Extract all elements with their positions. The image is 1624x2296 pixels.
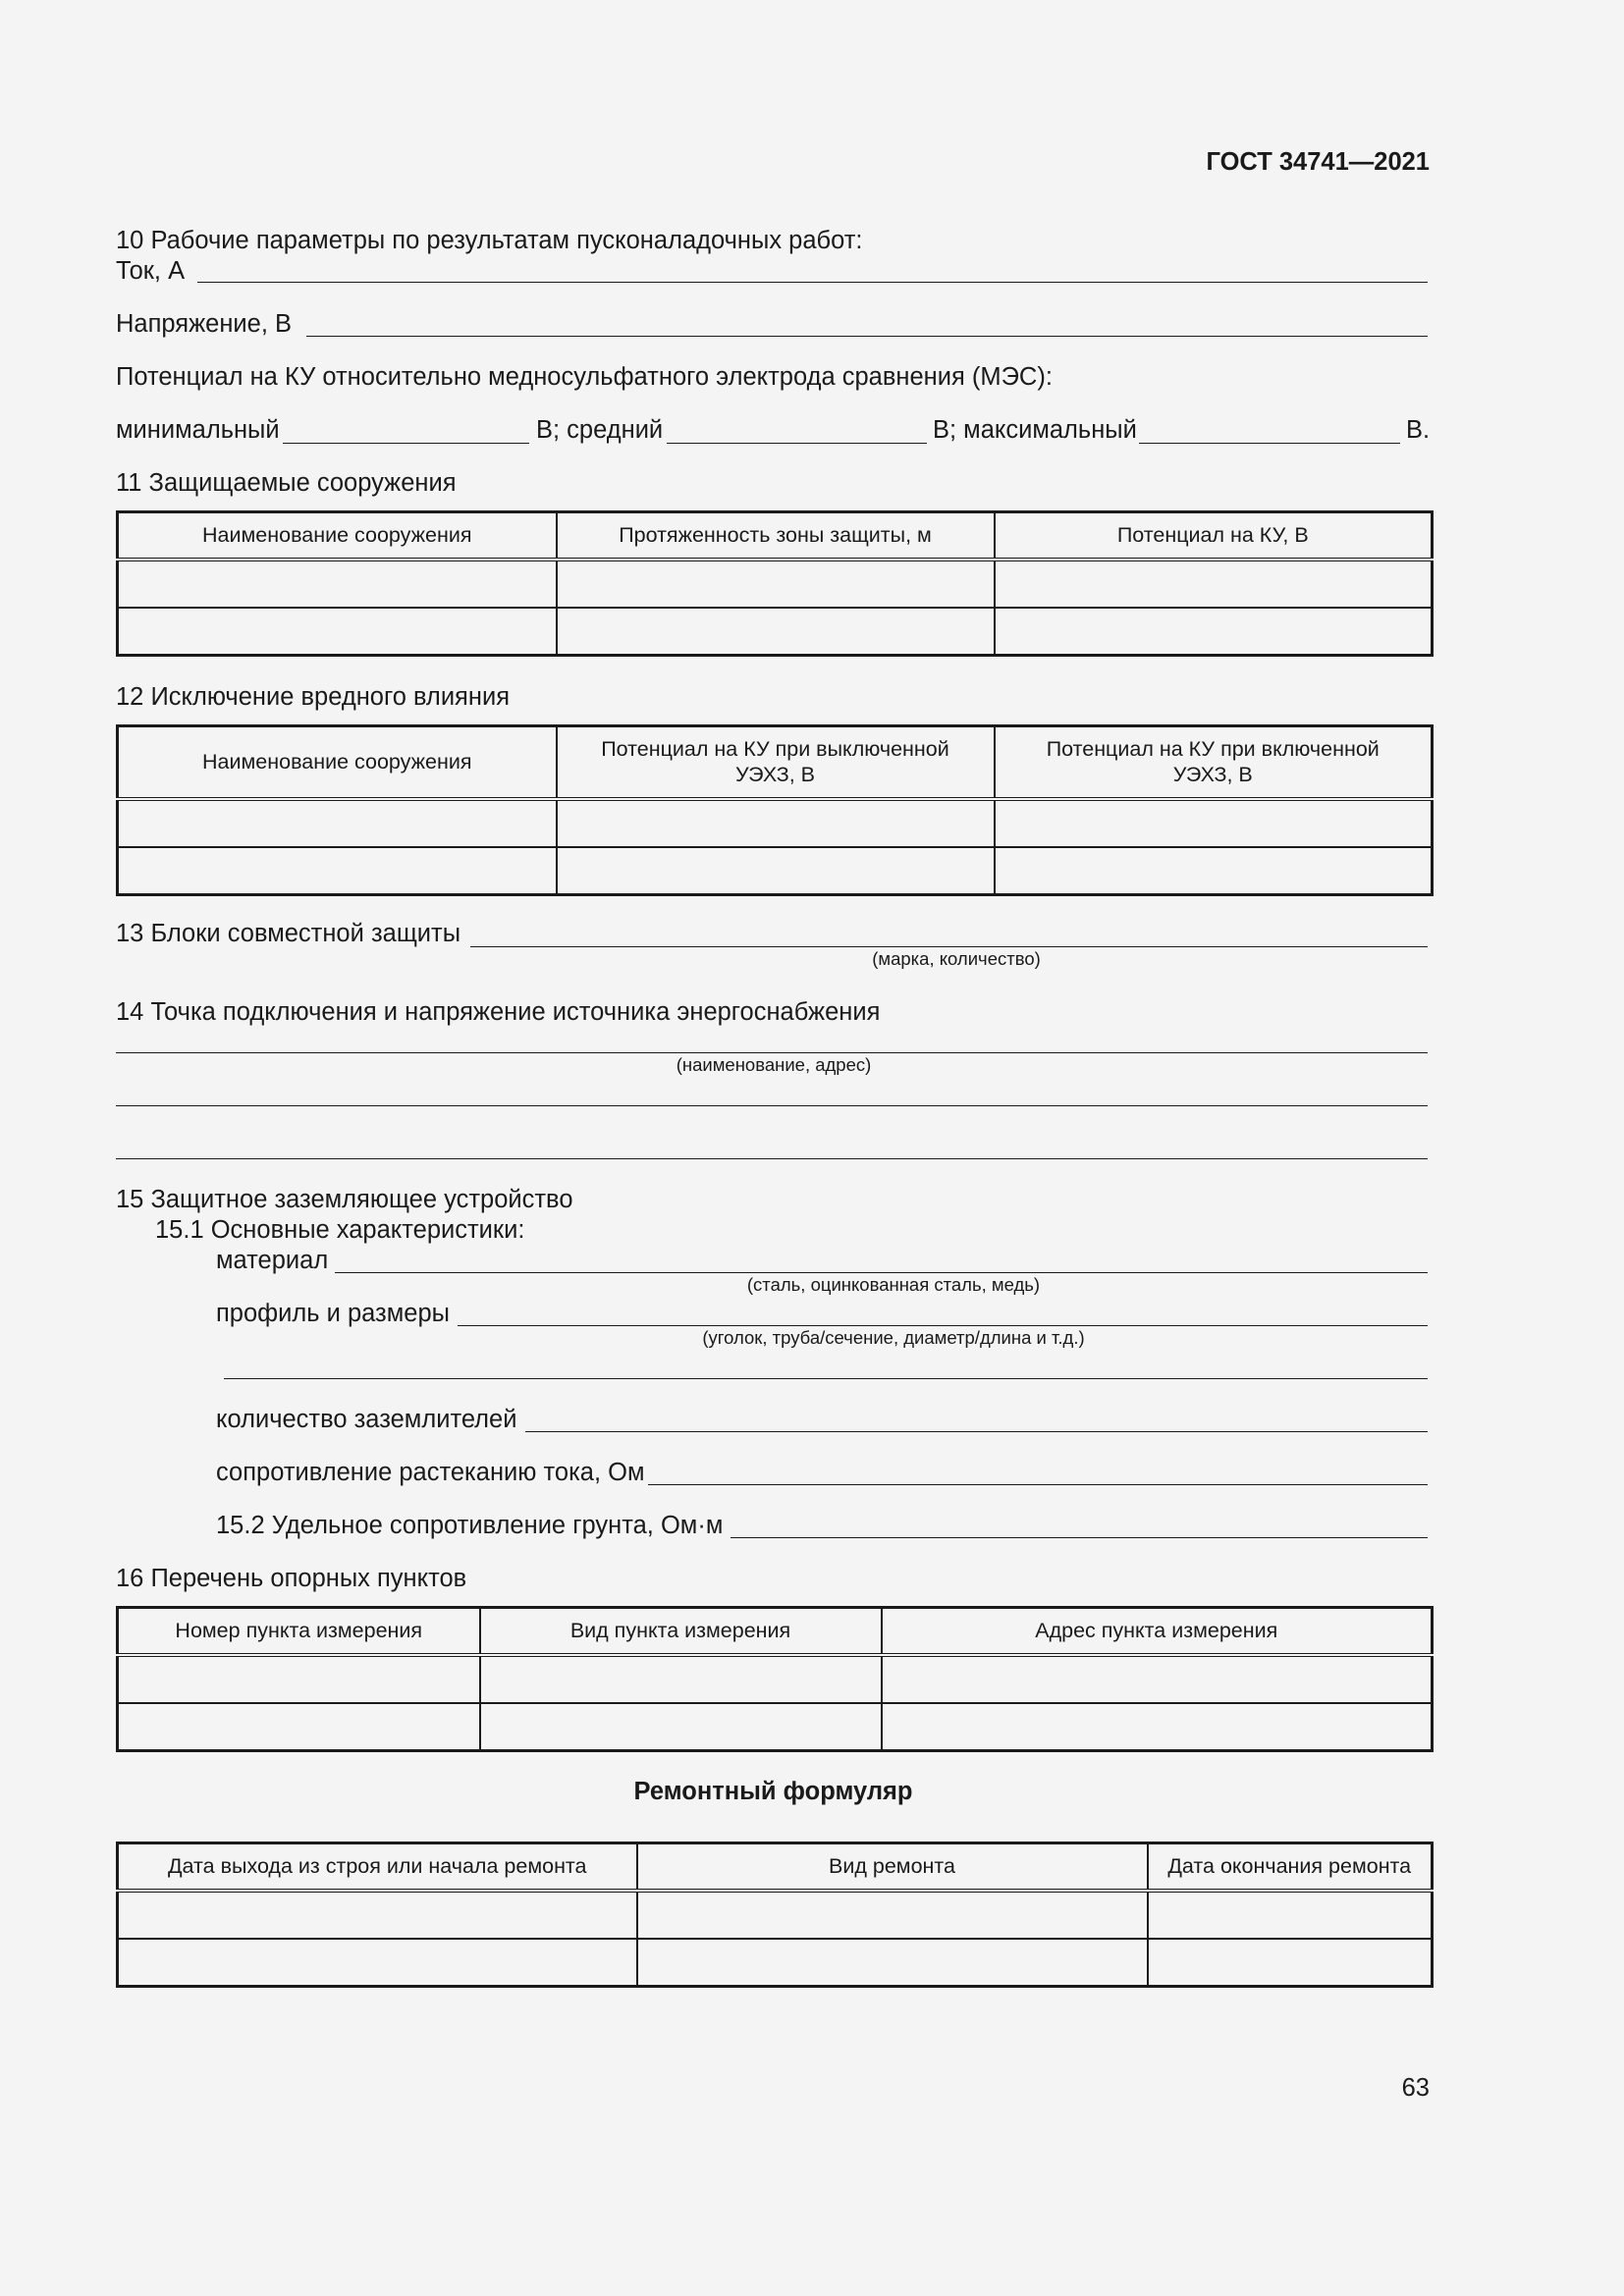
avg-label: В; средний xyxy=(536,416,664,444)
max-unit-label: В. xyxy=(1406,416,1431,444)
table-cell[interactable] xyxy=(118,608,557,656)
material-fill-line[interactable] xyxy=(335,1272,1428,1273)
table-row xyxy=(118,847,1433,895)
soil-resistivity-label: 15.2 Удельное сопротивление грунта, Ом·м xyxy=(216,1512,724,1539)
connection-point-fill-line-1[interactable] xyxy=(116,1052,1428,1053)
table-cell[interactable] xyxy=(995,847,1433,895)
table-cell[interactable] xyxy=(118,1939,637,1987)
subsection-15-1-title: 15.1 Основные характеристики: xyxy=(155,1216,525,1244)
table-header: Потенциал на КУ, В xyxy=(995,512,1433,560)
table-cell[interactable] xyxy=(118,847,557,895)
avg-fill-line[interactable] xyxy=(667,443,927,444)
connection-point-caption: (наименование, адрес) xyxy=(676,1054,872,1075)
profile-label: профиль и размеры xyxy=(216,1300,450,1327)
table-cell[interactable] xyxy=(637,1891,1148,1939)
voltage-label: Напряжение, В xyxy=(116,310,293,338)
table-cell[interactable] xyxy=(995,799,1433,847)
min-label: минимальный xyxy=(116,416,280,444)
table-cell[interactable] xyxy=(557,847,995,895)
soil-resistivity-fill-line[interactable] xyxy=(731,1537,1428,1538)
table-cell[interactable] xyxy=(557,799,995,847)
material-label: материал xyxy=(216,1247,329,1274)
table-cell[interactable] xyxy=(118,1891,637,1939)
table-header: Протяженность зоны защиты, м xyxy=(557,512,995,560)
table-header: Дата выхода из строя или начала ремонта xyxy=(118,1843,637,1891)
table-header: Вид ремонта xyxy=(637,1843,1148,1891)
harmful-influence-table xyxy=(116,724,1434,896)
table-row xyxy=(118,1939,1433,1987)
table-cell[interactable] xyxy=(480,1655,882,1703)
repair-form-title: Ремонтный формуляр xyxy=(633,1778,913,1805)
section-14-title: 14 Точка подключения и напряжение источника энергоснабжения xyxy=(116,998,881,1026)
profile-fill-line-2[interactable] xyxy=(224,1378,1428,1379)
table-row xyxy=(118,608,1433,656)
table-header: Наименование сооружения xyxy=(118,512,557,560)
table-header: Адрес пункта измерения xyxy=(882,1608,1433,1655)
table-cell[interactable] xyxy=(995,608,1433,656)
connection-point-fill-line-2[interactable] xyxy=(116,1105,1428,1106)
reference-points-table xyxy=(116,1606,1434,1752)
min-fill-line[interactable] xyxy=(283,443,529,444)
table-row xyxy=(118,560,1433,608)
table-header: Вид пункта измерения xyxy=(480,1608,882,1655)
current-label: Ток, А xyxy=(116,257,186,285)
table-header: Дата окончания ремонта xyxy=(1148,1843,1433,1891)
section-10-title: 10 Рабочие параметры по результатам пусконаладочных работ: xyxy=(116,227,863,254)
table-cell[interactable] xyxy=(882,1655,1433,1703)
table-row xyxy=(118,799,1433,847)
max-label: В; максимальный xyxy=(933,416,1137,444)
table-cell[interactable] xyxy=(118,799,557,847)
repair-form-table xyxy=(116,1842,1434,1988)
table-row xyxy=(118,1655,1433,1703)
standard-number: ГОСТ 34741—2021 xyxy=(1206,148,1430,176)
section-12-title: 12 Исключение вредного влияния xyxy=(116,683,511,711)
section-13-title: 13 Блоки совместной защиты xyxy=(116,920,461,947)
current-fill-line[interactable] xyxy=(197,282,1428,283)
table-cell[interactable] xyxy=(637,1939,1148,1987)
table-header: Потенциал на КУ при включенной УЭХЗ, В xyxy=(995,726,1433,799)
table-cell[interactable] xyxy=(480,1703,882,1751)
table-cell[interactable] xyxy=(557,560,995,608)
electrode-count-fill-line[interactable] xyxy=(525,1431,1428,1432)
table-cell[interactable] xyxy=(118,1655,480,1703)
table-header: Номер пункта измерения xyxy=(118,1608,480,1655)
table-row xyxy=(118,1891,1433,1939)
table-cell[interactable] xyxy=(1148,1939,1433,1987)
potential-title: Потенциал на КУ относительно медносульфатного электрода сравнения (МЭС): xyxy=(116,363,1053,391)
table-cell[interactable] xyxy=(882,1703,1433,1751)
section-11-title: 11 Защищаемые сооружения xyxy=(116,469,457,497)
protection-blocks-caption: (марка, количество) xyxy=(872,948,1041,969)
section-15-title: 15 Защитное заземляющее устройство xyxy=(116,1186,573,1213)
table-row xyxy=(118,1703,1433,1751)
table-cell[interactable] xyxy=(995,560,1433,608)
table-cell[interactable] xyxy=(118,560,557,608)
electrode-count-label: количество заземлителей xyxy=(216,1406,517,1433)
table-header: Потенциал на КУ при выключенной УЭХЗ, В xyxy=(557,726,995,799)
table-cell[interactable] xyxy=(557,608,995,656)
profile-caption: (уголок, труба/сечение, диаметр/длина и т.д.) xyxy=(702,1327,1085,1348)
voltage-fill-line[interactable] xyxy=(306,336,1428,337)
spreading-resistance-label: сопротивление растеканию тока, Ом xyxy=(216,1459,645,1486)
protected-structures-table xyxy=(116,510,1434,657)
section-16-title: 16 Перечень опорных пунктов xyxy=(116,1565,467,1592)
material-caption: (сталь, оцинкованная сталь, медь) xyxy=(746,1274,1041,1295)
profile-fill-line[interactable] xyxy=(458,1325,1428,1326)
table-header: Наименование сооружения xyxy=(118,726,557,799)
page-number: 63 xyxy=(1401,2074,1430,2102)
spreading-resistance-fill-line[interactable] xyxy=(648,1484,1428,1485)
connection-point-fill-line-3[interactable] xyxy=(116,1158,1428,1159)
protection-blocks-fill-line[interactable] xyxy=(470,946,1428,947)
table-cell[interactable] xyxy=(1148,1891,1433,1939)
table-cell[interactable] xyxy=(118,1703,480,1751)
max-fill-line[interactable] xyxy=(1139,443,1400,444)
